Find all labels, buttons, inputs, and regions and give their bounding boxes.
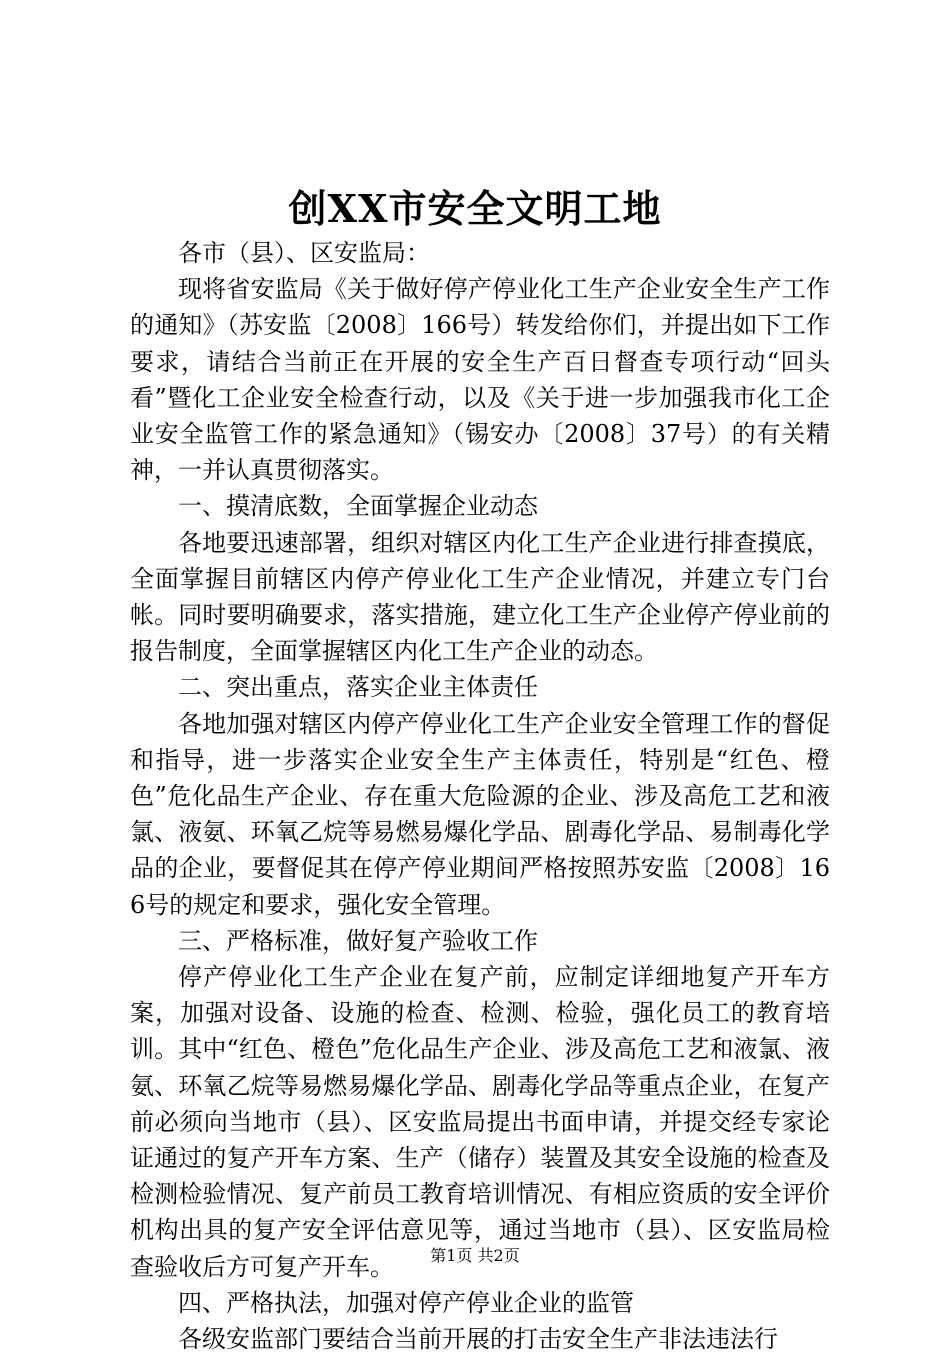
document-title: 创XX市安全文明工地 bbox=[288, 186, 662, 231]
section-heading-3: 三、严格标准，做好复产验收工作 bbox=[178, 926, 538, 955]
section-heading-4: 四、严格执法，加强对停产停业企业的监管 bbox=[178, 1288, 634, 1317]
section-heading-2: 二、突出重点，落实企业主体责任 bbox=[178, 673, 538, 702]
paragraph-intro: 现将省安监局《关于做好停产停业化工生产企业安全生产工作的通知》（苏安监〔2008〕166号）转发给你们，并提出如下工作要求，请结合当前正在开展的安全生产百日督查专项行动“回头看”暨化工企业安全检查行动，以及《关于进一步加强我市化工企业安全监管工作的紧急通知》（锡安办〔2008〕37号）的有关精神，一并认真贯彻落实。 bbox=[130, 275, 830, 485]
section-heading-1: 一、摸清底数，全面掌握企业动态 bbox=[178, 492, 538, 521]
paragraph-section-1: 各地要迅速部署，组织对辖区内化工生产企业进行排查摸底，全面掌握目前辖区内停产停业化工生产企业情况，并建立专门台帐。同时要明确要求，落实措施，建立化工生产企业停产停业前的报告制度，全面掌握辖区内化工生产企业的动态。 bbox=[130, 528, 830, 666]
paragraph-section-3: 停产停业化工生产企业在复产前，应制定详细地复产开车方案，加强对设备、设施的检查、检测、检验，强化员工的教育培训。其中“红色、橙色”危化品生产企业、涉及高危工艺和液氯、液氨、环氧乙烷等易燃易爆化学品、剧毒化学品等重点企业，在复产前必须向当地市（县）、区安监局提出书面申请，并提交经专家论证通过的复产开车方案、生产（储存）装置及其安全设施的检查及检测检验情况、复产前员工教育培训情况、有相应资质的安全评价机构出具的复产安全评估意见等，通过当地市（县）、区安监局检查验收后方可复产开车。 bbox=[130, 963, 830, 1281]
page-footer: 第1页 共2页 bbox=[430, 1246, 520, 1265]
paragraph-section-2: 各地加强对辖区内停产停业化工生产企业安全管理工作的督促和指导，进一步落实企业安全生产主体责任，特别是“红色、橙色”危化品生产企业、存在重大危险源的企业、涉及高危工艺和液氯、液氨、环氧乙烷等易燃易爆化学品、剧毒化学品、易制毒化学品的企业，要督促其在停产停业期间严格按照苏安监〔2008〕166号的规定和要求，强化安全管理。 bbox=[130, 709, 830, 919]
document-body bbox=[130, 235, 830, 1357]
salutation: 各市（县）、区安监局： bbox=[178, 239, 430, 267]
paragraph-section-4: 各级安监部门要结合当前开展的打击安全生产非法违法行 bbox=[178, 1325, 778, 1354]
